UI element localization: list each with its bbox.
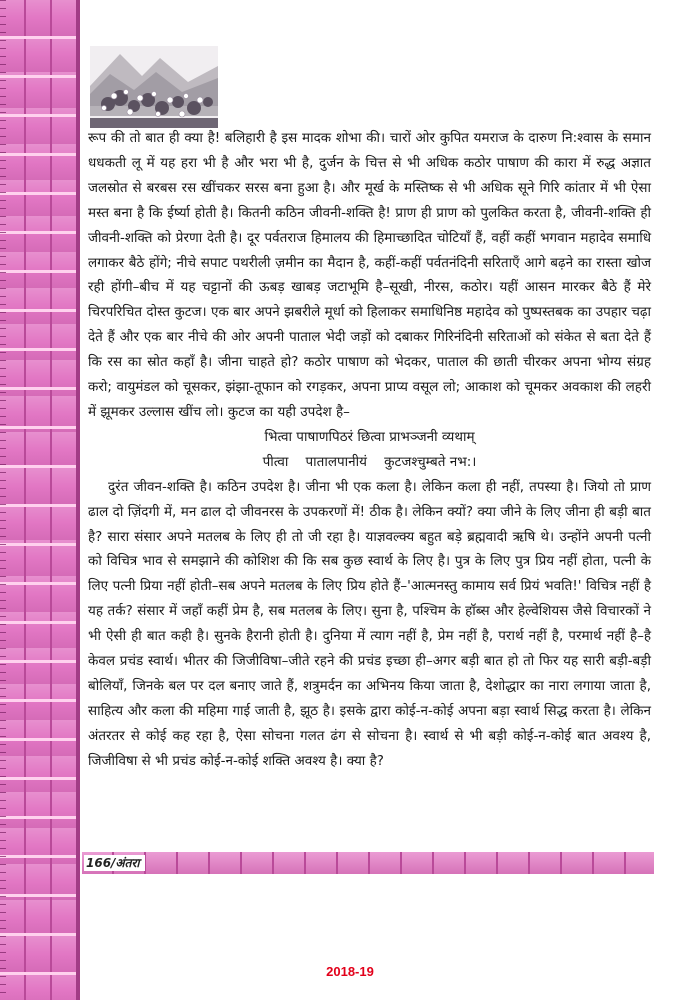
main-text: [88, 126, 651, 774]
sanskrit-verse: [88, 425, 651, 475]
paragraph-2: दुरंत जीवन-शक्ति है। कठिन उपदेश है। जीना भी एक कला है। लेकिन कला ही नहीं, तपस्या है। जियो तो प्राण ढाल दो ज़िंदगी में, मन ढाल दो जीवनरस के उपकरणों में! ठीक है। लेकिन क्यों? क्या जीने के लिए जीना ही बड़ी बात है? सारा संसार अपने मतलब के लिए ही तो जी रहा है। याज्ञवल्क्य बहुत बड़े ब्रह्मवादी ऋषि थे। उन्होंने अपनी पत्नी को विचित्र भाव से समझाने की कोशिश की कि सब कुछ स्वार्थ के लिए है। पुत्र के लिए पुत्र प्रिय नहीं होता, पत्नी के लिए पत्नी प्रिया नहीं होती–सब अपने मतलब के लिए प्रिय होते हैं–'आत्मनस्तु कामाय सर्व प्रियं भवति!' विचित्र नहीं है यह तर्क? संसार में जहाँ कहीं प्रेम है, सब मतलब के लिए। सुना है, पश्चिम के हॉब्स और हेल्वेशियस जैसे विचारकों ने भी ऐसी ही बात कही है। सुनके हैरानी होती है। दुनिया में त्याग नहीं है, प्रेम नहीं है, परार्थ नहीं है, परमार्थ नहीं है–है केवल प्रचंड स्वार्थ। भीतर की जिजीविषा–जीते रहने की प्रचंड इच्छा ही–अगर बड़ी बात हो तो फिर यह सारी बड़ी-बड़ी बोलियाँ, जिनके बल पर दल बनाए जाते हैं, शत्रुमर्दन का अभिनय किया जाता है, देशोद्धार का नारा लगाया जाता है, साहित्य और कला की महिमा गाई जाती है, झूठ है। इसके द्वारा कोई-न-कोई अपना बड़ा स्वार्थ सिद्ध करता है। लेकिन अंतरतर से कोई कह रहा है, ऐसा सोचना गलत ढंग से सोचना है। स्वार्थ से भी बड़ी कोई-न-कोई बात अवश्य है, जिजीविषा से भी प्रचंड कोई-न-कोई शक्ति अवश्य है। क्या है?: [88, 478, 651, 769]
footer-band: [82, 852, 654, 874]
side-border-inner-shadow: [76, 0, 80, 1000]
side-border-edge-lines: [0, 0, 6, 1000]
session-year: 2018-19: [326, 964, 374, 979]
decorative-side-border: [0, 0, 80, 1000]
verse-line-2: पीत्वा पातालपानीयं कुटजश्चुम्बते नभ:।: [262, 453, 477, 470]
paragraph-1: रूप की तो बात ही क्या है! बलिहारी है इस मादक शोभा की। चारों ओर कुपित यमराज के दारुण नि:श्वास के समान धधकती लू में यह हरा भी है और भरा भी है, दुर्जन के चित्त से भी अधिक कठोर पाषाण की कारा में रुद्ध अज्ञात जलस्रोत से बरबस रस खींचकर सरस बना हुआ है। और मूर्ख के मस्तिष्क से भी अधिक सूने गिरि कांतार में भी ऐसा मस्त बना है कि ईर्ष्या होती है। कितनी कठिन जीवनी-शक्ति है! प्राण ही प्राण को पुलकित करता है, जीवनी-शक्ति ही जीवनी-शक्ति को प्रेरणा देती है। दूर पर्वतराज हिमालय की हिमाच्छादित चोटियाँ हैं, वहीं कहीं भगवान महादेव समाधि लगाकर बैठे होंगे; नीचे सपाट पथरीली ज़मीन का मैदान है, कहीं-कहीं पर्वतनंदिनी सरिताएँ आगे बढ़ने का रास्ता खोज रही होंगी–बीच में यह चट्टानों की ऊबड़ खाबड़ जटाभूमि है–सूखी, नीरस, कठोर। यहीं आसन मारकर बैठे हैं मेरे चिरपरिचित दोस्त कुटज। एक बार अपने झबरीले मूर्धा को हिलाकर समाधिनिष्ठ महादेव को पुष्पस्तबक का उपहार चढ़ा देते हैं और एक बार नीचे की ओर अपनी पाताल भेदी जड़ों को दबाकर गिरिनंदिनी सरिताओं को संकेत से बता देते हैं कि रस का स्रोत कहाँ है। जीना चाहते हो? कठोर पाषाण को भेदकर, पाताल की छाती चीरकर अपना भोग्य संग्रह करो; वायुमंडल को चूसकर, झंझा-तूफान को रगड़कर, अपना प्राप्य वसूल लो; आकाश को चूमकर अवकाश की लहरी में झूमकर उल्लास खींच लो। कुटज का यही उपदेश है–: [88, 130, 651, 420]
page-number-label: 166/अंतरा: [84, 855, 145, 871]
verse-line-1: भित्वा पाषाणपिठरं छित्वा प्राभञ्जनी व्यथाम्: [264, 428, 475, 445]
kutaj-shrub-illustration: [90, 46, 218, 128]
